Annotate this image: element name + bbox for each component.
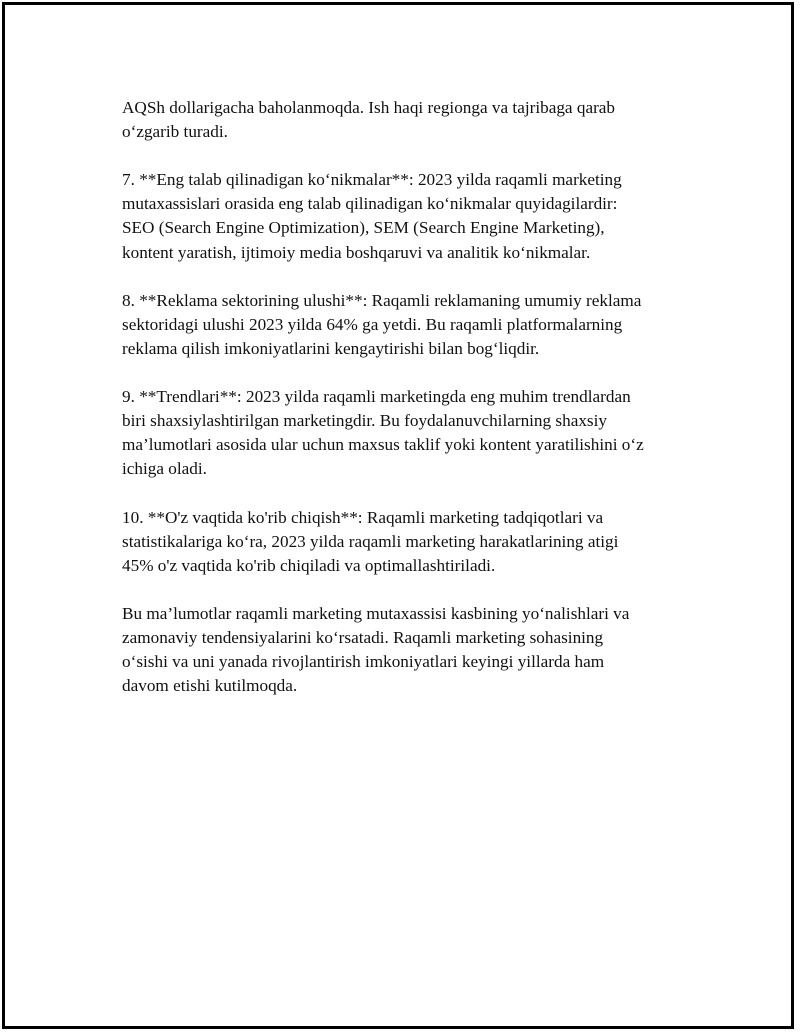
text-line: biri shaxsiylashtirilgan marketingdir. Bu foydalanuvchilarning shaxsiy — [122, 411, 607, 431]
text-line: o‘sishi va uni yanada rivojlantirish imkoniyatlari keyingi yillarda ham — [122, 652, 605, 672]
text-line: Bu ma’lumotlar raqamli marketing mutaxassisi kasbining yo‘nalishlari va — [122, 603, 630, 623]
paragraph-item-7-skills — [122, 168, 692, 264]
paragraph-item-10-review — [122, 506, 692, 578]
paragraph-item-8-ad-share — [122, 289, 692, 361]
paragraph-conclusion — [122, 602, 692, 698]
text-line: 7. **Eng talab qilinadigan ko‘nikmalar**: 2023 yilda raqamli marketing — [122, 170, 622, 190]
text-line: 8. **Reklama sektorining ulushi**: Raqamli reklamaning umumiy reklama — [122, 290, 642, 310]
text-line: 45% o'z vaqtida ko'rib chiqiladi va optimallashtiriladi. — [122, 555, 496, 575]
text-line: AQSh dollarigacha baholanmoqda. Ish haqi regionga va tajribaga qarab — [122, 98, 616, 117]
text-line: reklama qilish imkoniyatlarini kengaytirishi bilan bog‘liqdir. — [122, 338, 540, 358]
document-page — [2, 2, 794, 1029]
text-line: 10. **O'z vaqtida ko'rib chiqish**: Raqamli marketing tadqiqotlari va — [122, 507, 604, 527]
text-line: statistikalariga ko‘ra, 2023 yilda raqamli marketing harakatlarining atigi — [122, 531, 619, 551]
text-line: o‘zgarib turadi. — [122, 122, 228, 142]
text-line: zamonaviy tendensiyalarini ko‘rsatadi. Raqamli marketing sohasining — [122, 628, 604, 648]
text-line: mutaxassislari orasida eng talab qilinadigan ko‘nikmalar quyidagilardir: — [122, 194, 618, 214]
document-body — [122, 96, 692, 722]
text-line: ma’lumotlari asosida ular uchun maxsus taklif yoki kontent yaratilishini o‘z — [122, 435, 644, 455]
text-line: SEO (Search Engine Optimization), SEM (Search Engine Marketing), — [122, 218, 605, 238]
text-line: ichiga oladi. — [122, 459, 207, 479]
text-line: davom etishi kutilmoqda. — [122, 676, 298, 696]
text-line: 9. **Trendlari**: 2023 yilda raqamli marketingda eng muhim trendlardan — [122, 387, 631, 407]
paragraph-item-9-trends — [122, 385, 692, 481]
paragraph-salary-continuation — [122, 96, 692, 144]
text-line: sektoridagi ulushi 2023 yilda 64% ga yetdi. Bu raqamli platformalarning — [122, 314, 623, 334]
text-line: kontent yaratish, ijtimoiy media boshqaruvi va analitik ko‘nikmalar. — [122, 242, 591, 262]
